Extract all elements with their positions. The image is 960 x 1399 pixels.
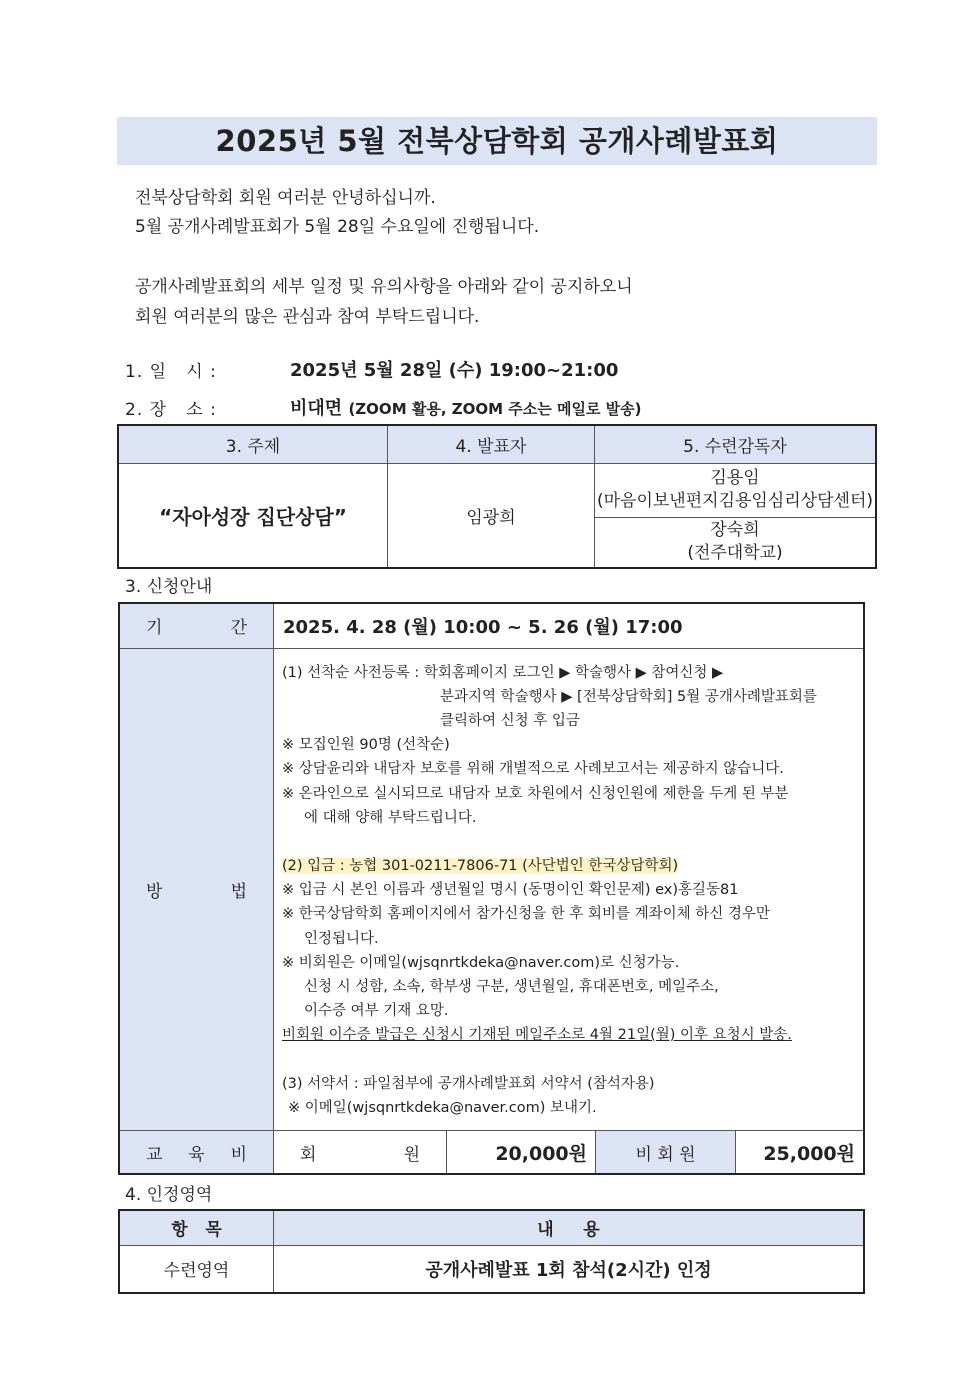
header-presenter: 4. 발표자 [388, 425, 595, 463]
intro-line: 전북상담학회 회원 여러분 안녕하십니까. [135, 188, 436, 208]
fee-label [119, 1130, 274, 1174]
bank-account-line: (2) 입금 : 농협 301-0211-7806-71 (사단법인 한국상담학회) [282, 857, 679, 874]
intro-line: 5월 공개사례발표회가 5월 28일 수요일에 진행됩니다. [135, 217, 540, 237]
fee-label-char: 교 [146, 1144, 163, 1165]
method-line: 클릭하여 신청 후 입금 [440, 712, 580, 729]
header-content: 내 용 [274, 1210, 865, 1245]
supervisor-name: 장숙희 [710, 520, 760, 541]
header-item: 항 목 [119, 1210, 274, 1245]
member-label-char: 원 [403, 1144, 420, 1165]
supervisor-cell [595, 517, 877, 568]
header-supervisor: 5. 수련감독자 [595, 425, 877, 463]
period-label-char: 기 [146, 618, 163, 639]
topic-table [117, 424, 877, 569]
method-line: ※ 모집인원 90명 (선착순) [282, 737, 450, 754]
period-label [119, 603, 274, 648]
supervisor-name: 김용임 [710, 468, 760, 488]
method-line: 분과지역 학술행사 ▶ [전북상담학회] 5월 공개사례발표회를 [440, 688, 817, 705]
period-value: 2025. 4. 28 (월) 10:00 ~ 5. 26 (월) 17:00 [274, 603, 865, 648]
member-label-char: 회 [300, 1144, 317, 1165]
member-fee: 20,000원 [447, 1130, 596, 1174]
intro-line: 공개사례발표회의 세부 일정 및 유의사항을 아래와 같이 공지하오니 [135, 277, 633, 297]
place-main: 비대면 [290, 398, 343, 419]
content-cell: 공개사례발표 1회 참석(2시간) 인정 [274, 1245, 865, 1293]
place-value [290, 394, 642, 420]
method-line: ※ 상담윤리와 내담자 보호를 위해 개별적으로 사례보고서는 제공하지 않습니다. [282, 761, 784, 778]
method-line: ※ 온라인으로 실시되므로 내담자 보호 차원에서 신청인원에 제한을 두게 된 부분 [282, 785, 789, 802]
header-topic: 3. 주제 [118, 425, 388, 463]
supervisor-org: (마음이보낸편지김용임심리상담센터) [596, 491, 874, 511]
method-line: ※ 한국상담학회 홈페이지에서 참가신청을 한 후 회비를 계좌이체 하신 경우만 [282, 906, 770, 923]
supervisor-cell [595, 463, 877, 517]
period-label-char: 간 [230, 618, 247, 639]
date-label: 1. 일 시 : [125, 362, 217, 382]
method-content [274, 648, 865, 1130]
fee-label-char: 비 [230, 1144, 247, 1165]
method-line: 인정됩니다. [304, 930, 379, 947]
method-line: 에 대해 양해 부탁드립니다. [304, 809, 477, 826]
method-label-char: 법 [230, 881, 247, 902]
method-line: (3) 서약서 : 파일첨부에 공개사례발표회 서약서 (참석자용) [282, 1075, 655, 1092]
recognition-table [118, 1209, 865, 1294]
place-label: 2. 장 소 : [125, 400, 217, 420]
page-title: 2025년 5월 전북상담학회 공개사례발표회 [117, 117, 877, 165]
method-line: ※ 비회원은 이메일(wjsqnrtkdeka@naver.com)로 신청가능. [282, 954, 680, 971]
date-value: 2025년 5월 28일 (수) 19:00~21:00 [290, 360, 619, 381]
method-label-char: 방 [146, 881, 163, 902]
presenter-cell: 임광희 [388, 463, 595, 568]
place-note: (ZOOM 활용, ZOOM 주소는 메일로 발송) [348, 400, 642, 418]
section-title-recognition: 4. 인정영역 [125, 1185, 213, 1205]
member-label [274, 1130, 447, 1174]
section-title-application: 3. 신청안내 [125, 577, 213, 597]
method-label [119, 648, 274, 1130]
intro-line: 회원 여러분의 많은 관심과 참여 부탁드립니다. [135, 307, 480, 327]
certificate-note: 비회원 이수증 발급은 신청시 기재된 메일주소로 4월 21일(월) 이후 요청시 발송. [282, 1027, 792, 1044]
method-line: (1) 선착순 사전등록 : 학회홈페이지 로그인 ▶ 학술행사 ▶ 참여신청 ▶ [282, 664, 724, 681]
fee-label-char: 육 [188, 1144, 205, 1165]
method-line: ※ 입금 시 본인 이름과 생년월일 명시 (동명이인 확인문제) ex)홍길동81 [282, 882, 739, 899]
method-line: 이수증 여부 기재 요망. [304, 1003, 449, 1020]
supervisor-org: (전주대학교) [687, 543, 783, 564]
application-table [118, 602, 865, 1175]
method-line: ※ 이메일(wjsqnrtkdeka@naver.com) 보내기. [288, 1099, 597, 1116]
nonmember-label: 비 회 원 [596, 1130, 736, 1174]
item-cell: 수련영역 [119, 1245, 274, 1293]
nonmember-fee: 25,000원 [736, 1130, 865, 1174]
topic-cell: “자아성장 집단상담” [118, 463, 388, 568]
method-line: 신청 시 성함, 소속, 학부생 구분, 생년월일, 휴대폰번호, 메일주소, [304, 978, 719, 995]
